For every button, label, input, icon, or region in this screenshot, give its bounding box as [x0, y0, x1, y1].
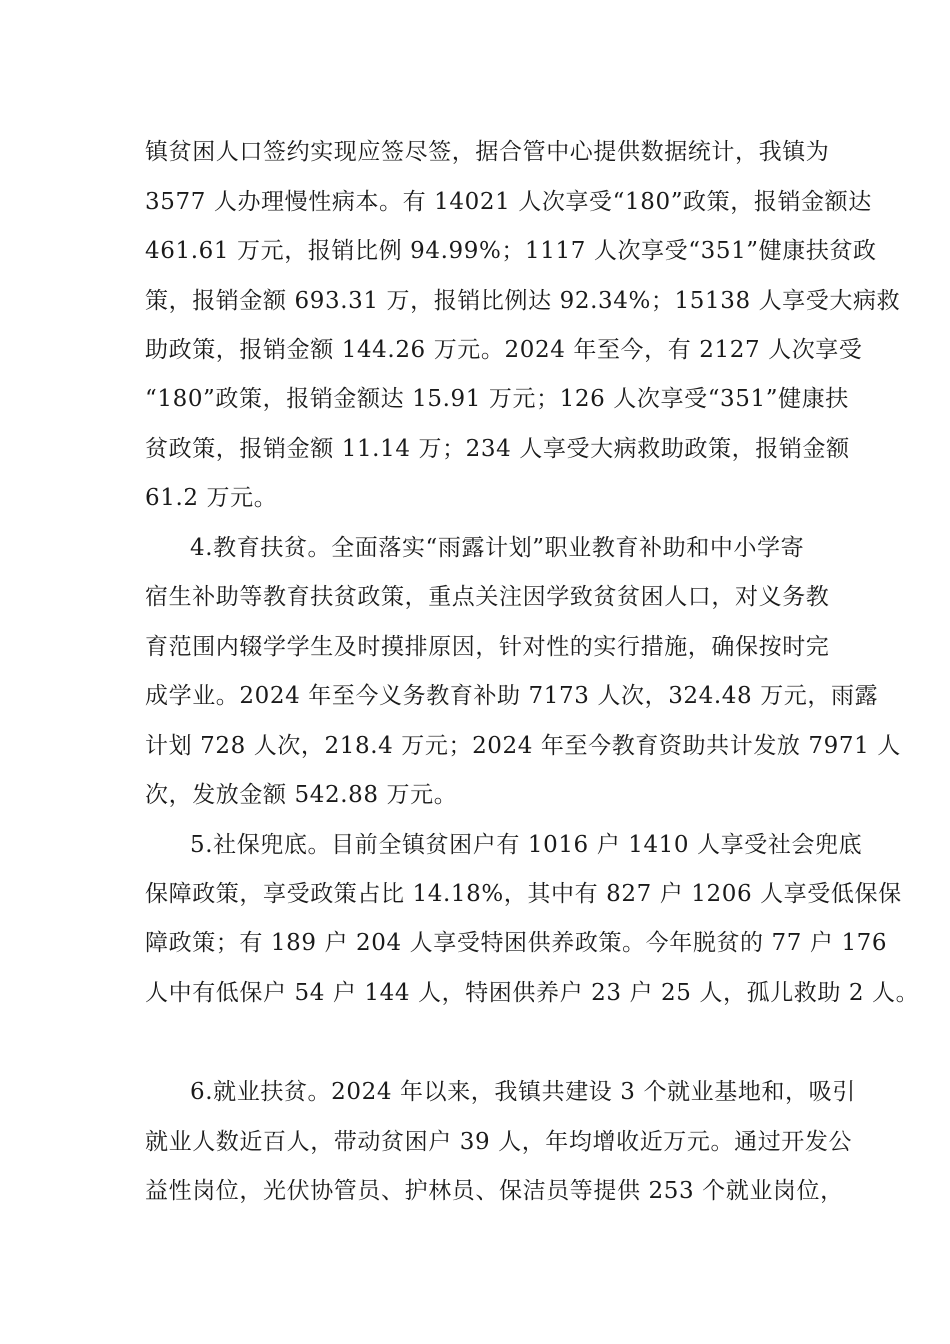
text-line: 计划 728 人次，218.4 万元；2024 年至今教育资助共计发放 7971 人: [145, 733, 901, 759]
text-line: 461.61 万元，报销比例 94.99%；1117 人次享受“351”健康扶贫政: [145, 238, 877, 264]
text-line: 保障政策，享受政策占比 14.18%，其中有 827 户 1206 人享受低保保: [145, 881, 902, 907]
text-line: 3577 人办理慢性病本。有 14021 人次享受“180”政策，报销金额达: [145, 189, 872, 215]
text-line: 益性岗位，光伏协管员、护林员、保洁员等提供 253 个就业岗位，: [145, 1178, 844, 1204]
text-line: 次，发放金额 542.88 万元。: [145, 782, 458, 808]
section-heading-employment: 6.就业扶贫。2024 年以来，我镇共建设 3 个就业基地和，吸引: [190, 1079, 856, 1105]
text-line: 宿生补助等教育扶贫政策，重点关注因学致贫贫困人口，对义务教: [145, 584, 830, 610]
text-line: 61.2 万元。: [145, 485, 278, 511]
text-line: 就业人数近百人，带动贫困户 39 人，年均增收近万元。通过开发公: [145, 1129, 853, 1155]
text-line: 镇贫困人口签约实现应签尽签，据合管中心提供数据统计，我镇为: [145, 139, 830, 165]
section-heading-education: 4.教育扶贫。全面落实“雨露计划”职业教育补助和中小学寄: [190, 535, 805, 561]
section-heading-social-security: 5.社保兜底。目前全镇贫困户有 1016 户 1410 人享受社会兜底: [190, 832, 863, 858]
text-line: 策，报销金额 693.31 万，报销比例达 92.34%；15138 人享受大病救: [145, 288, 901, 314]
text-line: 障政策；有 189 户 204 人享受特困供养政策。今年脱贫的 77 户 176: [145, 930, 888, 956]
text-line: 助政策，报销金额 144.26 万元。2024 年至今，有 2127 人次享受: [145, 337, 863, 363]
text-line: 成学业。2024 年至今义务教育补助 7173 人次，324.48 万元，雨露: [145, 683, 879, 709]
text-line: 贫政策，报销金额 11.14 万；234 人享受大病救助政策，报销金额: [145, 436, 850, 462]
text-line: 人中有低保户 54 户 144 人，特困供养户 23 户 25 人，孤儿救助 2 人。: [145, 980, 920, 1006]
text-line: 育范围内辍学学生及时摸排原因，针对性的实行措施，确保按时完: [145, 634, 830, 660]
text-line: “180”政策，报销金额达 15.91 万元；126 人次享受“351”健康扶: [145, 386, 849, 412]
